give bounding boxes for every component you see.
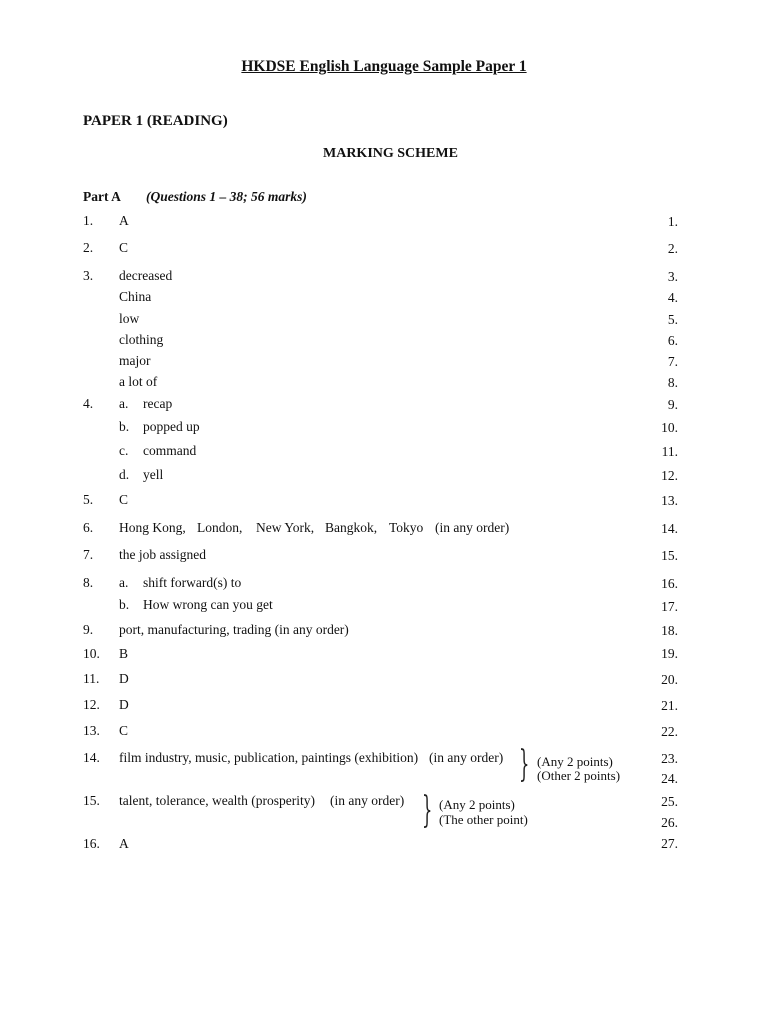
answer-text: port, manufacturing, trading (in any order): [119, 622, 349, 637]
answer-item: Hong Kong,: [119, 520, 186, 535]
mark-number: 7.: [667, 354, 678, 369]
sub-label: d.: [119, 467, 130, 482]
answer-text: D: [119, 697, 129, 712]
mark-number: 3.: [667, 269, 678, 284]
answer-text: C: [119, 240, 129, 255]
question-number: 2.: [83, 240, 94, 255]
mark-number: 14.: [661, 521, 678, 536]
mark-number: 10.: [661, 420, 678, 435]
marking-scheme-heading: MARKING SCHEME: [323, 146, 458, 161]
answer-text: clothing: [119, 332, 164, 347]
order-note: (in any order): [330, 793, 405, 808]
answer-item: New York,: [256, 520, 315, 535]
question-number: 12.: [83, 697, 100, 712]
question-number: 3.: [83, 268, 94, 283]
mark-number: 12.: [661, 468, 678, 483]
answer-text: yell: [143, 467, 164, 482]
mark-number: 24.: [661, 771, 678, 786]
question-number: 5.: [83, 492, 94, 507]
mark-number: 21.: [661, 698, 678, 713]
sub-label: a.: [119, 575, 129, 590]
mark-number: 23.: [661, 751, 678, 766]
sub-label: b.: [119, 419, 130, 434]
question-number: 6.: [83, 520, 94, 535]
mark-number: 25.: [661, 794, 678, 809]
question-number: 8.: [83, 575, 94, 590]
mark-number: 22.: [661, 724, 678, 739]
question-number: 15.: [83, 793, 100, 808]
mark-number: 26.: [661, 815, 678, 830]
part-label: Part A: [83, 189, 121, 204]
answer-text: D: [119, 671, 129, 686]
brace-icon: }: [519, 744, 530, 785]
brace-icon: }: [422, 790, 433, 831]
answer-text: recap: [143, 396, 173, 411]
mark-number: 1.: [667, 214, 678, 229]
mark-number: 9.: [667, 397, 678, 412]
mark-number: 8.: [667, 375, 678, 390]
order-note: (in any order): [429, 750, 504, 765]
sub-label: c.: [119, 443, 129, 458]
mark-number: 27.: [661, 836, 678, 851]
question-number: 16.: [83, 836, 100, 851]
mark-number: 5.: [667, 312, 678, 327]
mark-number: 19.: [661, 646, 678, 661]
answer-text: China: [119, 289, 152, 304]
mark-number: 17.: [661, 599, 678, 614]
answer-item: Bangkok,: [325, 520, 378, 535]
question-number: 1.: [83, 213, 94, 228]
answer-text: the job assigned: [119, 547, 206, 562]
paper-heading: PAPER 1 (READING): [83, 113, 228, 129]
question-number: 7.: [83, 547, 94, 562]
brace-note: (Other 2 points): [537, 768, 621, 783]
answer-text: popped up: [143, 419, 200, 434]
mark-number: 2.: [667, 241, 678, 256]
answer-text: film industry, music, publication, paintings (exhibition): [119, 750, 419, 765]
answer-text: C: [119, 723, 129, 738]
mark-number: 18.: [661, 623, 678, 638]
mark-number: 6.: [667, 333, 678, 348]
answer-item: Tokyo: [389, 520, 424, 535]
answer-text: a lot of: [119, 374, 158, 389]
question-number: 4.: [83, 396, 94, 411]
answer-text: decreased: [119, 268, 173, 283]
answer-text: major: [119, 353, 151, 368]
mark-number: 20.: [661, 672, 678, 687]
mark-number: 15.: [661, 548, 678, 563]
question-number: 13.: [83, 723, 100, 738]
mark-number: 4.: [667, 290, 678, 305]
answer-text: shift forward(s) to: [143, 575, 242, 590]
answer-text: A: [119, 213, 129, 228]
question-number: 14.: [83, 750, 100, 765]
mark-number: 16.: [661, 576, 678, 591]
order-note: (in any order): [435, 520, 510, 535]
answer-text: C: [119, 492, 129, 507]
sub-label: b.: [119, 597, 130, 612]
answer-text: B: [119, 646, 129, 661]
brace-note: (The other point): [439, 812, 528, 827]
answer-item: London,: [197, 520, 243, 535]
part-note: (Questions 1 – 38; 56 marks): [146, 189, 307, 204]
brace-note: (Any 2 points): [439, 797, 515, 812]
question-number: 10.: [83, 646, 100, 661]
brace-note: (Any 2 points): [537, 754, 613, 769]
answer-text: low: [119, 311, 140, 326]
answer-text: talent, tolerance, wealth (prosperity): [119, 793, 316, 808]
question-number: 9.: [83, 622, 94, 637]
question-number: 11.: [83, 671, 100, 686]
answer-text: How wrong can you get: [143, 597, 273, 612]
answer-text: command: [143, 443, 197, 458]
mark-number: 11.: [661, 444, 678, 459]
sub-label: a.: [119, 396, 129, 411]
document-title: HKDSE English Language Sample Paper 1: [241, 58, 527, 75]
mark-number: 13.: [661, 493, 678, 508]
answer-text: A: [119, 836, 129, 851]
